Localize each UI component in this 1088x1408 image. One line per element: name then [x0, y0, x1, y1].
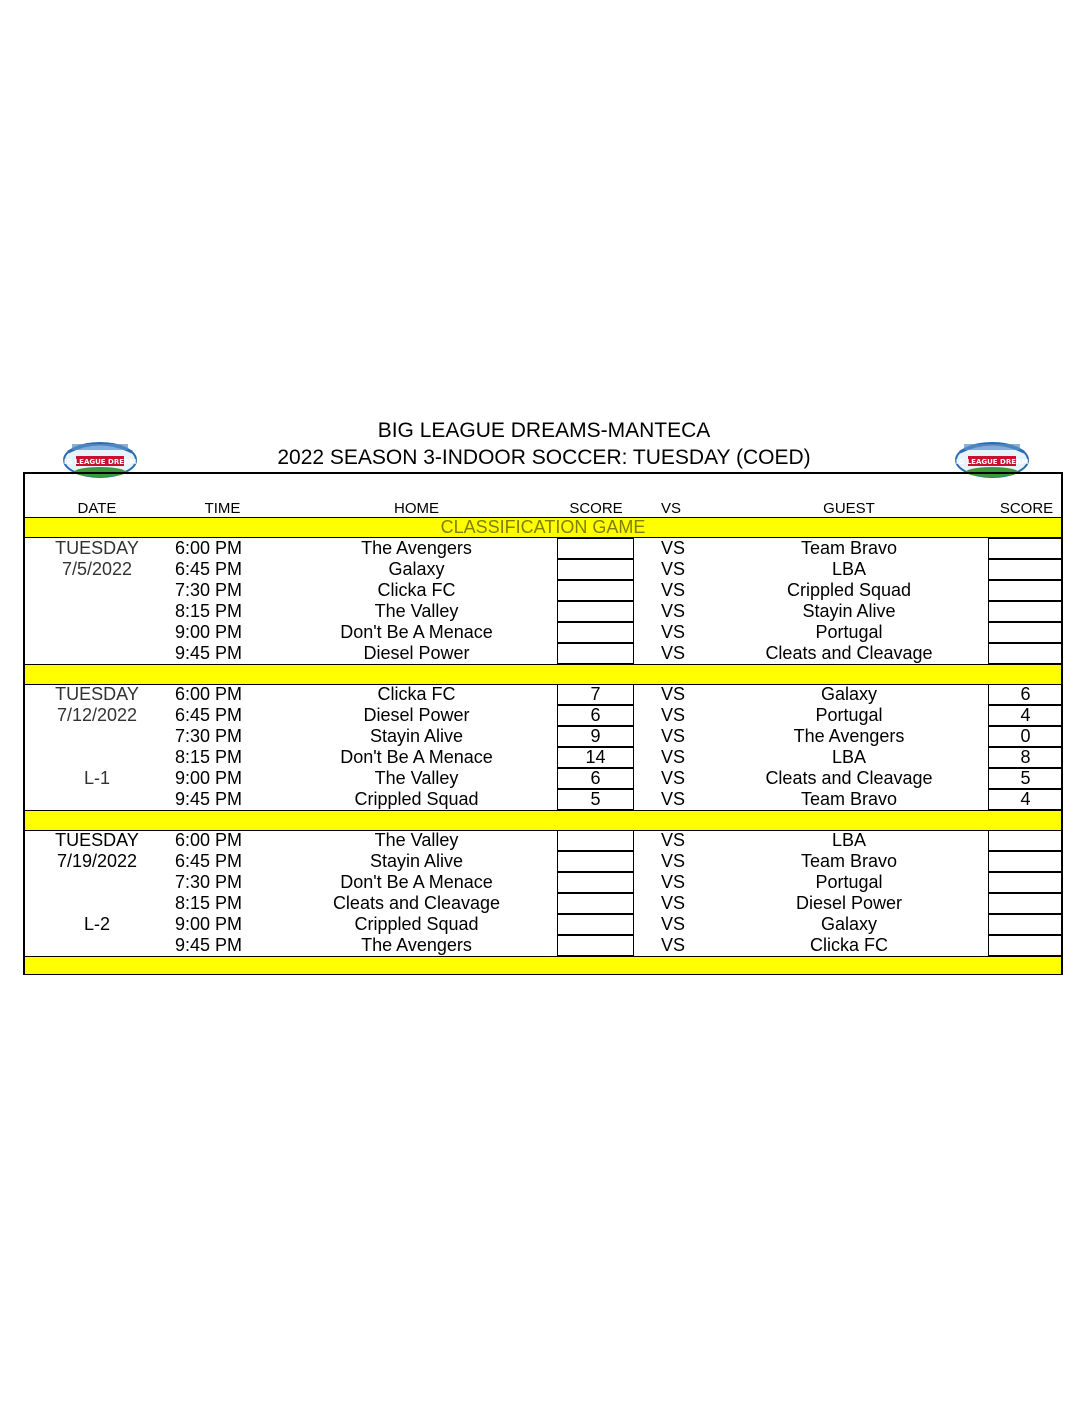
column-header-date: DATE: [77, 500, 117, 517]
game-time: 9:45 PM: [175, 789, 243, 809]
vs-label: VS: [661, 789, 686, 809]
guest-score-box: 5: [988, 768, 1063, 789]
guest-score-box: 6: [988, 684, 1063, 705]
guest-team: Team Bravo: [800, 851, 898, 871]
week-date: 7/5/2022: [61, 559, 133, 579]
home-score-box: [557, 935, 634, 956]
home-team: Don't Be A Menace: [340, 747, 493, 767]
home-team: The Avengers: [361, 538, 472, 558]
guest-team: Clicka FC: [809, 935, 888, 955]
logo-text: BIG LEAGUE DREAMS: [950, 458, 1034, 466]
column-header-guest: GUEST: [823, 500, 875, 517]
guest-score-box: [988, 872, 1063, 893]
guest-team: Diesel Power: [795, 893, 903, 913]
guest-team: Cleats and Cleavage: [765, 643, 933, 663]
column-header-vs: VS: [661, 500, 682, 517]
game-row: [25, 684, 1061, 705]
guest-team: Stayin Alive: [802, 601, 896, 621]
home-score-box: [557, 643, 634, 664]
guest-score-box: [988, 643, 1063, 664]
logo-text: BIG LEAGUE DREAMS: [58, 458, 142, 466]
vs-label: VS: [661, 601, 686, 621]
guest-score-box: [988, 830, 1063, 851]
week-day: TUESDAY: [55, 538, 139, 558]
home-team: Clicka FC: [377, 580, 456, 600]
guest-score-box: 0: [988, 726, 1063, 747]
home-score-box: [557, 872, 634, 893]
guest-score-box: [988, 893, 1063, 914]
guest-score-box: [988, 601, 1063, 622]
game-time: 6:45 PM: [175, 705, 243, 725]
game-time: 6:45 PM: [175, 559, 243, 579]
vs-label: VS: [661, 914, 686, 934]
vs-label: VS: [661, 684, 686, 704]
week-separator: [25, 664, 1061, 685]
vs-label: VS: [661, 830, 686, 850]
game-time: 9:00 PM: [175, 914, 243, 934]
guest-score-box: [988, 622, 1063, 643]
week-date: 7/12/2022: [56, 705, 138, 725]
home-team: Don't Be A Menace: [340, 622, 493, 642]
guest-team: Galaxy: [820, 684, 878, 704]
classification-banner: CLASSIFICATION GAME: [25, 517, 1061, 538]
game-time: 6:00 PM: [175, 830, 243, 850]
guest-score-box: 4: [988, 789, 1063, 810]
guest-team: Team Bravo: [800, 538, 898, 558]
home-team: The Valley: [374, 830, 459, 850]
home-team: The Valley: [374, 601, 459, 621]
game-row: [25, 935, 1061, 956]
game-row: [25, 830, 1061, 851]
guest-team: The Avengers: [793, 726, 905, 746]
game-row: [25, 789, 1061, 810]
week-day: TUESDAY: [55, 830, 139, 850]
game-row: [25, 726, 1061, 747]
guest-score-box: 4: [988, 705, 1063, 726]
home-score-box: 6: [557, 768, 634, 789]
home-score-box: 14: [557, 747, 634, 768]
guest-team: Galaxy: [820, 914, 878, 934]
game-time: 6:00 PM: [175, 684, 243, 704]
game-time: 8:15 PM: [175, 893, 243, 913]
page-subtitle: 2022 SEASON 3-INDOOR SOCCER: TUESDAY (COED): [277, 446, 811, 469]
home-score-box: 5: [557, 789, 634, 810]
guest-score-box: [988, 851, 1063, 872]
home-team: The Valley: [374, 768, 459, 788]
game-row: [25, 622, 1061, 643]
schedule-sheet: [23, 472, 1063, 975]
game-time: 8:15 PM: [175, 747, 243, 767]
game-row: [25, 643, 1061, 664]
guest-score-box: [988, 538, 1063, 559]
home-score-box: [557, 914, 634, 935]
home-score-box: [557, 601, 634, 622]
game-row: [25, 559, 1061, 580]
game-time: 9:45 PM: [175, 935, 243, 955]
game-row: [25, 872, 1061, 893]
home-team: Don't Be A Menace: [340, 872, 493, 892]
guest-score-box: 8: [988, 747, 1063, 768]
game-time: 9:00 PM: [175, 622, 243, 642]
home-score-box: [557, 538, 634, 559]
home-score-box: [557, 893, 634, 914]
vs-label: VS: [661, 580, 686, 600]
guest-score-box: [988, 935, 1063, 956]
guest-team: Portugal: [815, 872, 883, 892]
home-score-box: 9: [557, 726, 634, 747]
game-row: [25, 893, 1061, 914]
guest-team: LBA: [831, 559, 867, 579]
guest-team: LBA: [831, 830, 867, 850]
week-separator: [25, 810, 1061, 831]
guest-team: Portugal: [815, 622, 883, 642]
game-time: 6:45 PM: [175, 851, 243, 871]
home-team: Diesel Power: [363, 705, 470, 725]
game-row: [25, 601, 1061, 622]
column-header-guest-score: SCORE: [999, 500, 1054, 517]
vs-label: VS: [661, 851, 686, 871]
week-separator: [25, 956, 1061, 975]
home-team: Stayin Alive: [369, 851, 464, 871]
game-time: 9:45 PM: [175, 643, 243, 663]
week-date: 7/19/2022: [56, 851, 138, 871]
week-note: L-2: [83, 914, 110, 934]
vs-label: VS: [661, 538, 686, 558]
page-title: BIG LEAGUE DREAMS-MANTECA: [377, 419, 711, 442]
week-note: L-1: [83, 768, 110, 788]
guest-score-box: [988, 559, 1063, 580]
home-score-box: [557, 580, 634, 601]
home-team: Galaxy: [388, 559, 445, 579]
home-team: Diesel Power: [363, 643, 470, 663]
game-row: [25, 705, 1061, 726]
guest-score-box: [988, 580, 1063, 601]
home-score-box: [557, 830, 634, 851]
game-time: 9:00 PM: [175, 768, 243, 788]
vs-label: VS: [661, 705, 686, 725]
vs-label: VS: [661, 893, 686, 913]
week-day: TUESDAY: [55, 684, 139, 704]
home-team: Clicka FC: [377, 684, 456, 704]
game-time: 8:15 PM: [175, 601, 243, 621]
game-row: [25, 580, 1061, 601]
vs-label: VS: [661, 935, 686, 955]
home-score-box: [557, 851, 634, 872]
guest-team: LBA: [831, 747, 867, 767]
vs-label: VS: [661, 559, 686, 579]
guest-team: Portugal: [815, 705, 883, 725]
vs-label: VS: [661, 643, 686, 663]
game-row: [25, 538, 1061, 559]
home-team: Crippled Squad: [354, 914, 479, 934]
game-row: [25, 914, 1061, 935]
game-time: 7:30 PM: [175, 726, 243, 746]
column-header-row: [25, 498, 1061, 519]
vs-label: VS: [661, 872, 686, 892]
game-row: [25, 747, 1061, 768]
vs-label: VS: [661, 726, 686, 746]
column-header-home-score: SCORE: [569, 500, 623, 517]
game-row: [25, 851, 1061, 872]
game-time: 6:00 PM: [175, 538, 243, 558]
vs-label: VS: [661, 622, 686, 642]
game-time: 7:30 PM: [175, 872, 243, 892]
guest-team: Crippled Squad: [786, 580, 912, 600]
home-team: The Avengers: [361, 935, 472, 955]
guest-team: Cleats and Cleavage: [765, 768, 933, 788]
vs-label: VS: [661, 768, 686, 788]
guest-score-box: [988, 914, 1063, 935]
week-note: [25, 580, 169, 601]
home-score-box: [557, 622, 634, 643]
home-score-box: 6: [557, 705, 634, 726]
home-score-box: [557, 559, 634, 580]
game-time: 7:30 PM: [175, 580, 243, 600]
game-row: [25, 768, 1061, 789]
guest-team: Team Bravo: [800, 789, 898, 809]
column-header-home: HOME: [394, 500, 439, 517]
column-header-time: TIME: [204, 500, 241, 517]
vs-label: VS: [661, 747, 686, 767]
home-team: Crippled Squad: [354, 789, 479, 809]
home-team: Cleats and Cleavage: [332, 893, 501, 913]
home-score-box: 7: [557, 684, 634, 705]
home-team: Stayin Alive: [369, 726, 464, 746]
